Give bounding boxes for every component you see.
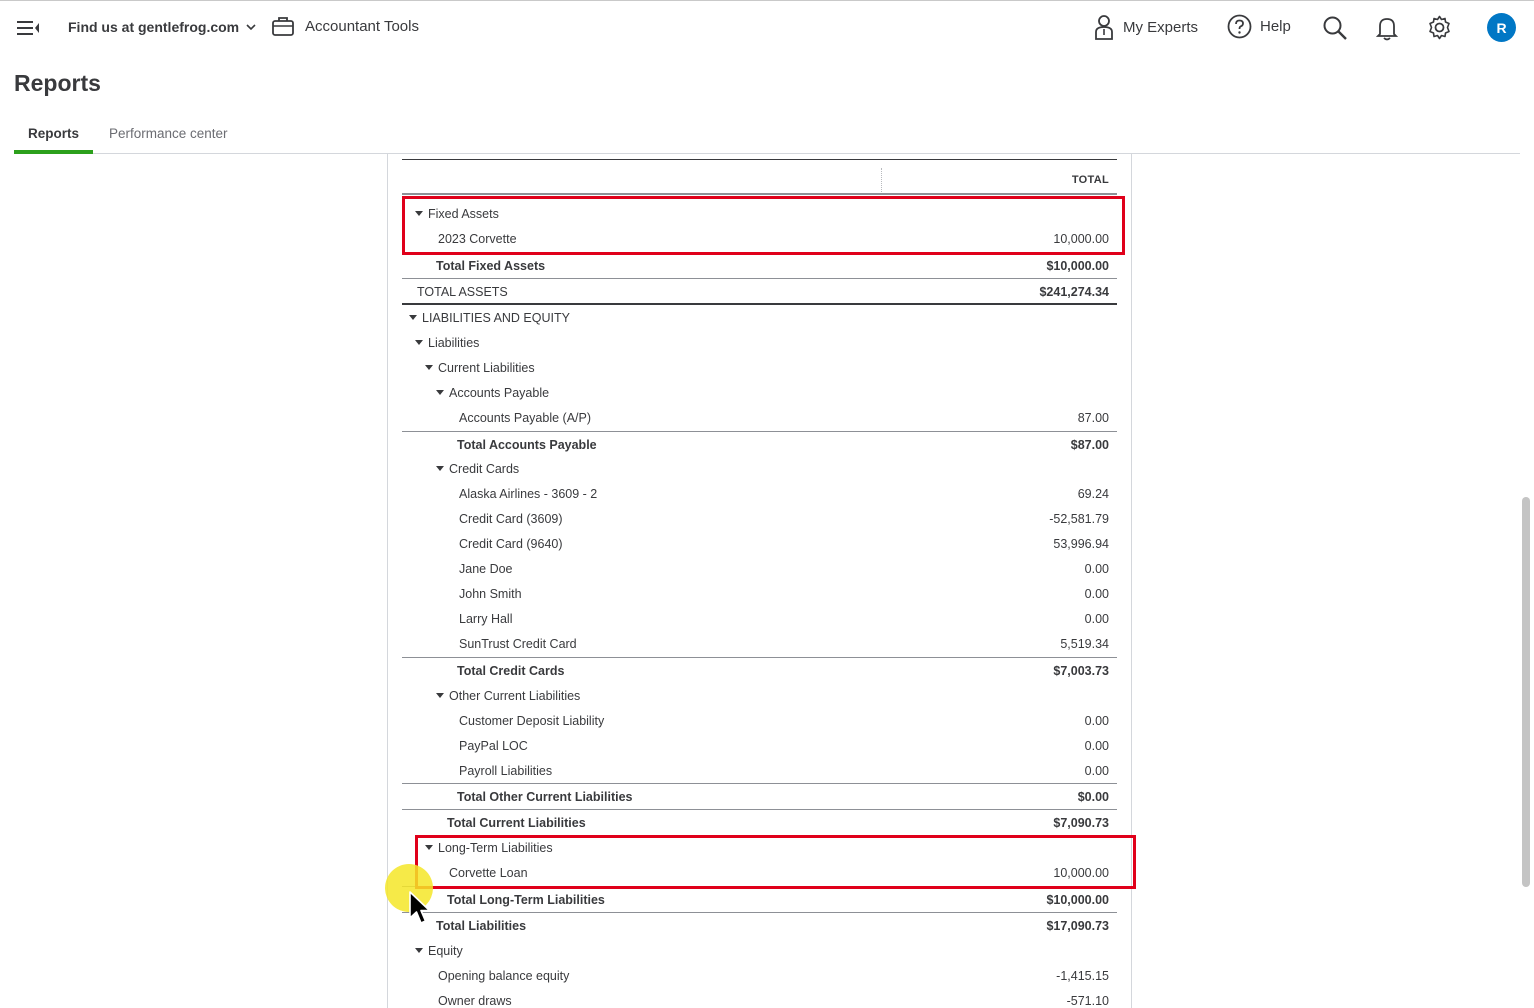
collapse-caret-icon[interactable] (436, 466, 444, 471)
total-row-fixed-assets[interactable]: Total Fixed Assets $10,000.00 (402, 252, 1117, 277)
user-avatar[interactable]: R (1487, 13, 1516, 42)
account-row-2023-corvette[interactable]: 2023 Corvette 10,000.00 (438, 232, 1109, 246)
menu-collapse-icon[interactable] (14, 14, 42, 42)
accountant-tools-button[interactable] (271, 14, 419, 38)
section-row-equity[interactable]: Equity (402, 938, 1117, 963)
gear-icon (1427, 15, 1452, 40)
my-experts-label: My Experts (1123, 18, 1199, 36)
total-column-header[interactable]: TOTAL (1071, 174, 1109, 186)
collapse-caret-icon[interactable] (415, 340, 423, 345)
account-row-corvette-loan[interactable]: Corvette Loan 10,000.00 (449, 866, 1109, 880)
tab-performance-center[interactable]: Performance center (109, 126, 228, 141)
account-row-customer-deposit-liability[interactable]: Customer Deposit Liability 0.00 (459, 714, 1109, 728)
section-row-fixed-assets[interactable]: Fixed Assets (402, 201, 1117, 226)
company-label: Find us at gentlefrog.com (68, 19, 240, 35)
page-title: Reports (14, 70, 101, 96)
total-row-accounts-payable[interactable]: Total Accounts Payable $87.00 (402, 431, 1117, 456)
search-icon (1322, 15, 1348, 41)
help-label: Help (1260, 18, 1291, 35)
notifications-button[interactable] (1376, 15, 1398, 41)
search-button[interactable] (1322, 15, 1348, 41)
account-row-accounts-payable-ap[interactable]: Accounts Payable (A/P) 87.00 (459, 411, 1109, 425)
briefcase-icon (271, 14, 295, 38)
help-icon (1227, 14, 1252, 39)
account-row-credit-card-9640[interactable]: Credit Card (9640) 53,996.94 (459, 537, 1109, 551)
scrollbar-thumb[interactable] (1522, 497, 1530, 887)
account-row-owner-draws[interactable]: Owner draws -571.10 (438, 994, 1109, 1008)
section-row-credit-cards[interactable]: Credit Cards (402, 456, 1117, 481)
account-row-payroll-liabilities[interactable]: Payroll Liabilities 0.00 (459, 764, 1109, 778)
collapse-caret-icon[interactable] (415, 948, 423, 953)
settings-button[interactable] (1427, 15, 1452, 40)
account-row-john-smith[interactable]: John Smith 0.00 (459, 587, 1109, 601)
account-row-larry-hall[interactable]: Larry Hall 0.00 (459, 612, 1109, 626)
collapse-caret-icon[interactable] (436, 693, 444, 698)
total-row-other-current-liabilities[interactable]: Total Other Current Liabilities $0.00 (402, 783, 1117, 808)
account-row-credit-card-3609[interactable]: Credit Card (3609) -52,581.79 (459, 512, 1109, 526)
mouse-pointer-icon (408, 890, 432, 926)
bell-icon (1376, 15, 1398, 41)
total-row-long-term-liabilities[interactable]: Total Long-Term Liabilities $10,000.00 (402, 886, 1117, 911)
section-row-accounts-payable[interactable]: Accounts Payable (402, 380, 1117, 405)
total-row-assets[interactable]: TOTAL ASSETS $241,274.34 (402, 278, 1117, 305)
section-row-liabilities-and-equity[interactable]: LIABILITIES AND EQUITY (402, 305, 1117, 330)
section-row-long-term-liabilities[interactable]: Long-Term Liabilities (402, 835, 1117, 860)
highlight-box-long-term-liabilities (415, 835, 1136, 889)
chevron-down-icon (245, 21, 257, 33)
account-row-suntrust-credit-card[interactable]: SunTrust Credit Card 5,519.34 (459, 637, 1109, 651)
total-row-current-liabilities[interactable]: Total Current Liabilities $7,090.73 (402, 809, 1117, 834)
total-row-liabilities[interactable]: Total Liabilities $17,090.73 (402, 912, 1117, 937)
account-row-paypal-loc[interactable]: PayPal LOC 0.00 (459, 739, 1109, 753)
highlight-box-fixed-assets (402, 196, 1125, 255)
collapse-caret-icon[interactable] (425, 365, 433, 370)
section-row-liabilities[interactable]: Liabilities (402, 330, 1117, 355)
help-button[interactable] (1227, 14, 1291, 39)
account-row-jane-doe[interactable]: Jane Doe 0.00 (459, 562, 1109, 576)
accountant-tools-label: Accountant Tools (305, 17, 419, 35)
collapse-caret-icon[interactable] (436, 390, 444, 395)
account-row-opening-balance-equity[interactable]: Opening balance equity -1,415.15 (438, 969, 1109, 983)
collapse-caret-icon[interactable] (409, 315, 417, 320)
tab-reports[interactable]: Reports (14, 126, 93, 154)
total-row-credit-cards[interactable]: Total Credit Cards $7,003.73 (402, 657, 1117, 682)
section-row-current-liabilities[interactable]: Current Liabilities (402, 355, 1117, 380)
account-row-alaska-airlines[interactable]: Alaska Airlines - 3609 - 2 69.24 (459, 487, 1109, 501)
company-menu[interactable] (68, 19, 257, 35)
section-row-other-current-liabilities[interactable]: Other Current Liabilities (402, 683, 1117, 708)
